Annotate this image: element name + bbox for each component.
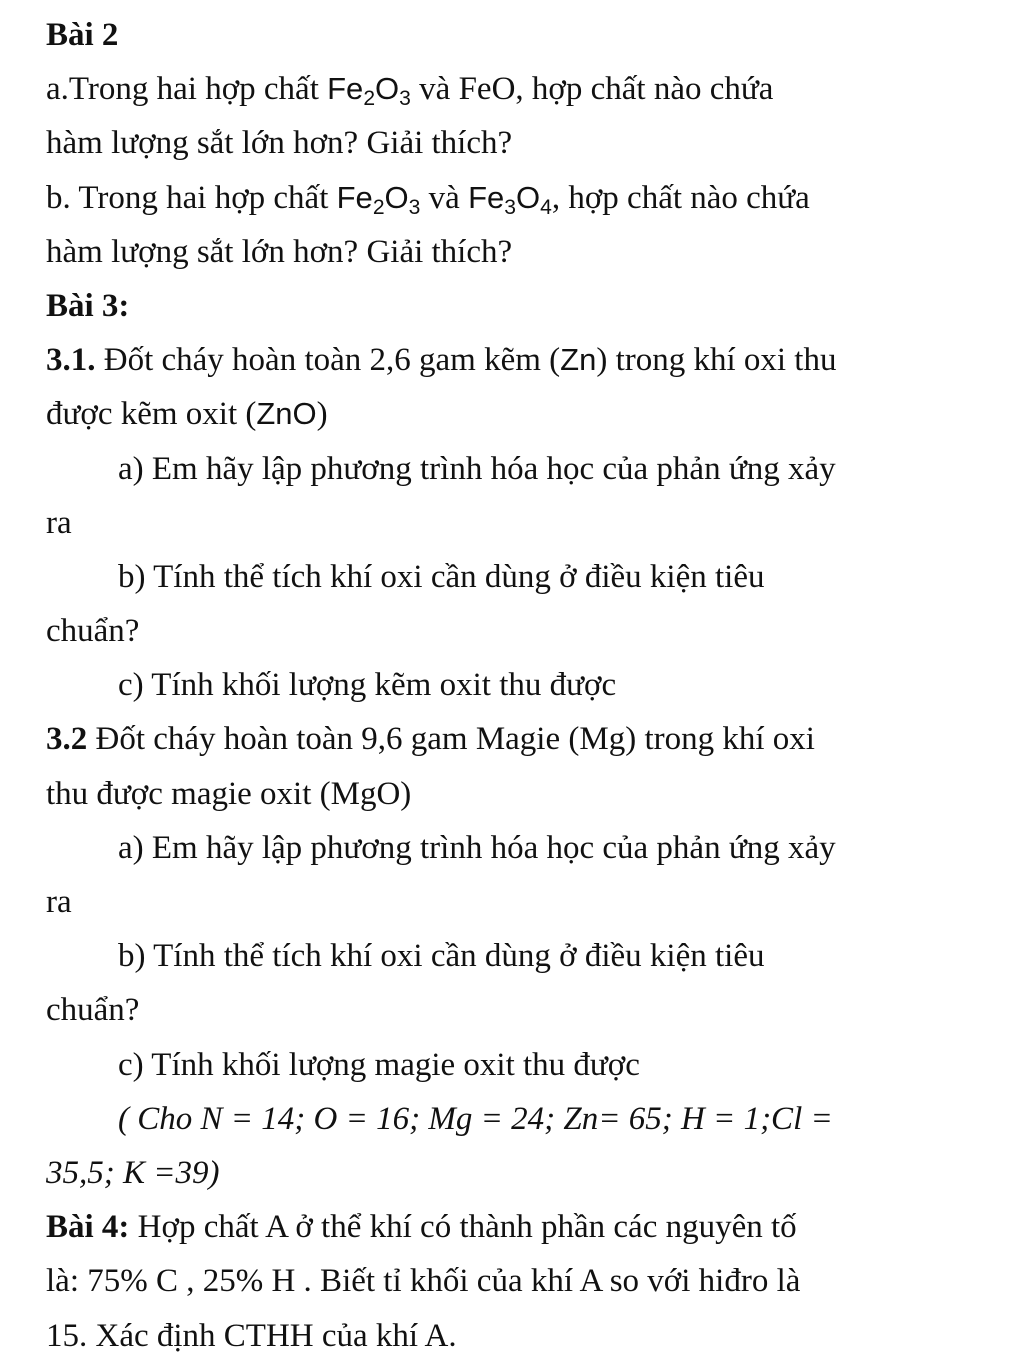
p32-b-line2: chuẩn? <box>46 992 140 1029</box>
p31-line2: được kẽm oxit (ZnO) <box>46 396 328 433</box>
given-atomic-masses-line1: ( Cho N = 14; O = 16; Mg = 24; Zn= 65; H = 1;Cl = <box>118 1100 833 1137</box>
p31-a-line2: ra <box>46 504 72 541</box>
bai4-line3: 15. Xác định CTHH của khí A. <box>46 1317 457 1354</box>
bai2-a-line1 <box>46 62 1006 116</box>
p32-line1: 3.2 Đốt cháy hoàn toàn 9,6 gam Magie (Mg) trong khí oxi <box>46 721 815 758</box>
p31-b-line2: chuẩn? <box>46 613 140 650</box>
p32-line2: thu được magie oxit (MgO) <box>46 775 412 812</box>
bai2-b-line2: hàm lượng sắt lớn hơn? Giải thích? <box>46 233 513 270</box>
bai2-b-suffix: , hợp chất nào chứa <box>551 179 810 216</box>
p32-c-line: c) Tính khối lượng magie oxit thu được <box>118 1046 640 1083</box>
bai2-b-va: và <box>420 179 469 216</box>
bai4-line1: Bài 4: Hợp chất A ở thể khí có thành phần các nguyên tố <box>46 1209 797 1246</box>
bai2-a-suffix: , hợp chất nào chứa <box>515 71 774 108</box>
worksheet-page <box>46 8 1006 1363</box>
bai2-a-va: và <box>410 71 459 108</box>
p31-b-line1: b) Tính thể tích khí oxi cần dùng ở điều kiện tiêu <box>118 558 765 595</box>
formula-fe3o4: $Fe_3O_4$ <box>468 179 552 219</box>
bai2-a-prefix: a.Trong hai hợp chất <box>46 71 328 108</box>
p32-a-line1: a) Em hãy lập phương trình hóa học của phản ứng xảy <box>118 829 836 866</box>
formula-zn: Zn <box>560 342 597 378</box>
formula-fe2o3: $Fe_2O_3$ <box>336 179 421 219</box>
bai3-heading: Bài 3: <box>46 287 130 324</box>
bai4-line2: là: 75% C , 25% H . Biết tỉ khối của khí A so với hiđro là <box>46 1263 801 1300</box>
p32-label: 3.2 <box>46 721 88 758</box>
bai2-a-line2: hàm lượng sắt lớn hơn? Giải thích? <box>46 125 513 162</box>
bai4-label: Bài 4: <box>46 1209 130 1246</box>
bai2-heading: Bài 2 <box>46 17 119 53</box>
formula-fe2o3: $Fe_2O_3$ <box>327 71 411 111</box>
p32-a-line2: ra <box>46 884 72 920</box>
formula-zno: ZnO <box>256 396 317 432</box>
p31-label: 3.1. <box>46 342 96 379</box>
formula-feo: FeO <box>458 71 516 108</box>
p31-line1: 3.1. Đốt cháy hoàn toàn 2,6 gam kẽm (Zn) trong khí oxi thu <box>46 342 837 379</box>
p31-a-line1: a) Em hãy lập phương trình hóa học của phản ứng xảy <box>118 450 836 487</box>
bai2-b-prefix: b. Trong hai hợp chất <box>46 179 337 216</box>
given-atomic-masses-line2: 35,5; K =39) <box>46 1154 220 1191</box>
bai2-b-line1 <box>46 171 1006 225</box>
p32-b-line1: b) Tính thể tích khí oxi cần dùng ở điều kiện tiêu <box>118 938 765 975</box>
p31-c-line: c) Tính khối lượng kẽm oxit thu được <box>118 667 617 704</box>
